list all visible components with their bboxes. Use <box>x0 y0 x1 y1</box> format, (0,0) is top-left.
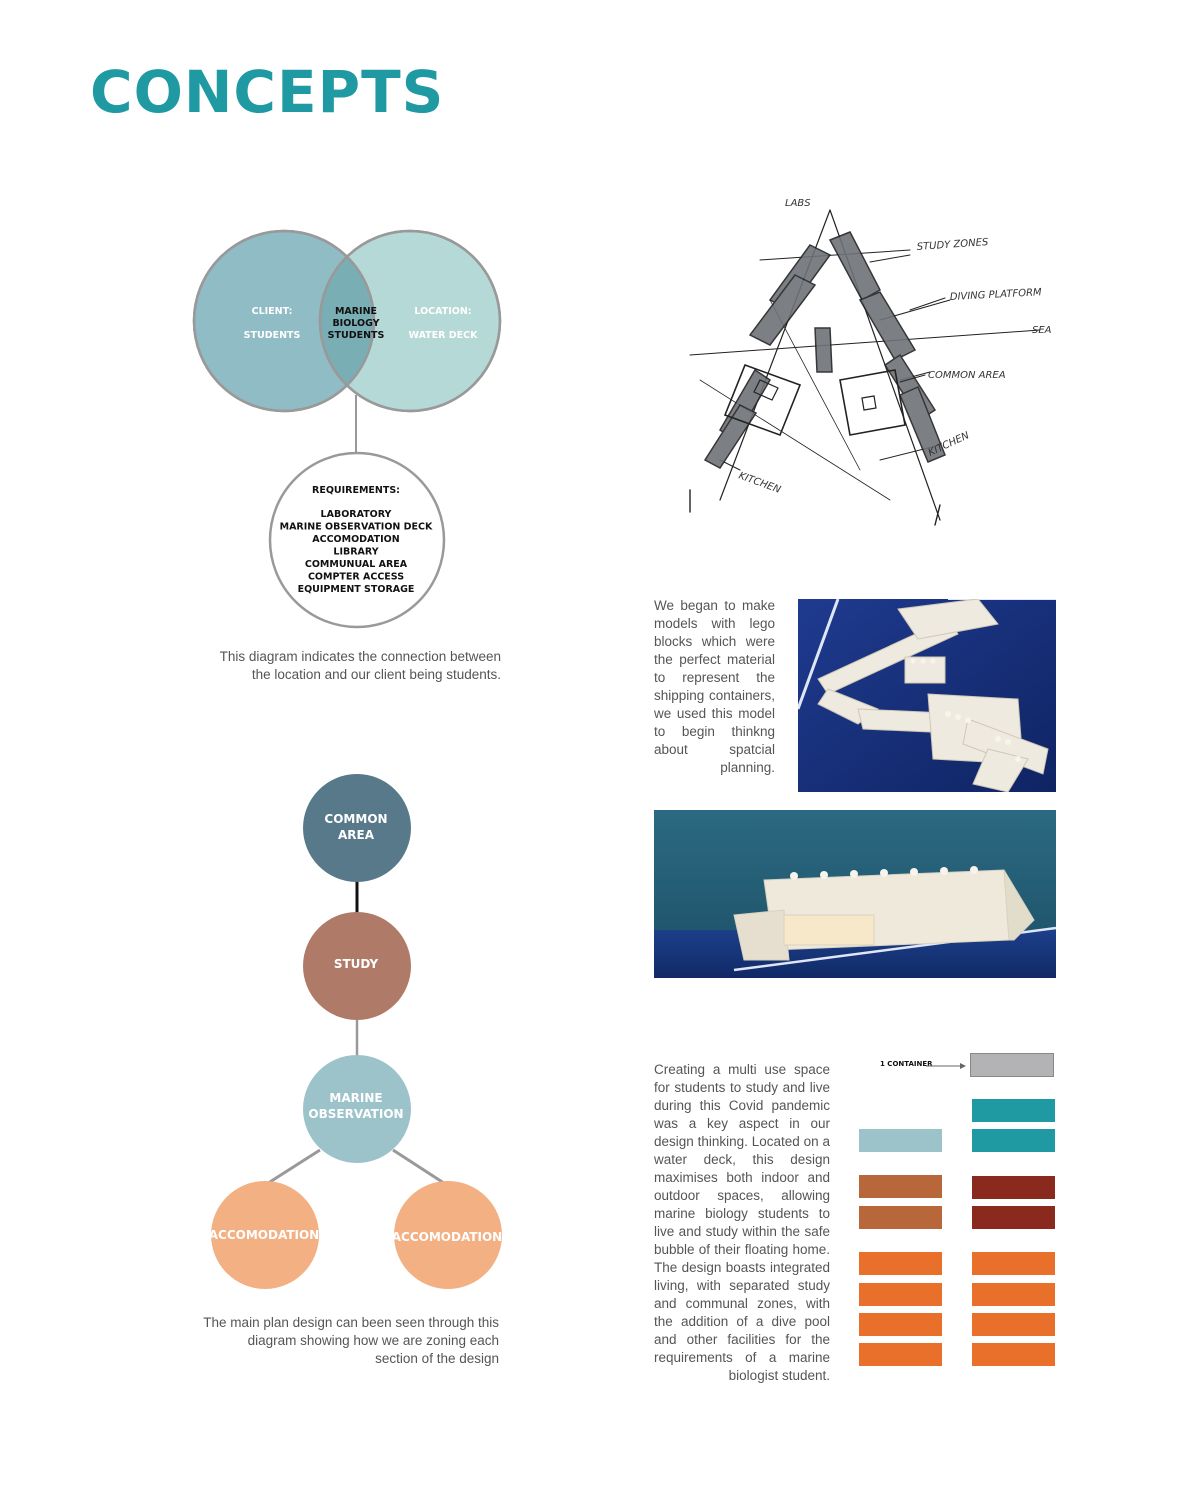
container-block-orange <box>972 1343 1055 1366</box>
zone-label: OBSERVATION <box>308 1107 404 1121</box>
container-block-brown <box>859 1175 942 1198</box>
container-key-block <box>970 1053 1054 1077</box>
sketch-label-sea: SEA <box>1032 325 1052 336</box>
sketch-label-common-area: COMMON AREA <box>928 370 1006 381</box>
zone-label: ACCOMODATION <box>391 1230 503 1244</box>
client-value: STUDENTS <box>243 330 301 341</box>
venn-caption: This diagram indicates the connection between the location and our client being students. <box>219 649 501 682</box>
requirement-item: COMPTER ACCESS <box>307 571 405 583</box>
zone-label: COMMON <box>324 812 388 826</box>
requirement-item: LIBRARY <box>333 546 379 558</box>
container-block-orange <box>859 1283 942 1306</box>
overlap-line-2: BIOLOGY <box>332 318 380 329</box>
zone-label: STUDY <box>333 957 379 971</box>
sketch-label-kitchen-right: KITCHEN <box>926 430 972 459</box>
container-block-orange <box>859 1313 942 1336</box>
container-block-dark-red <box>972 1206 1055 1229</box>
requirement-item: MARINE OBSERVATION DECK <box>279 521 433 533</box>
container-block-orange <box>972 1283 1055 1306</box>
container-block-teal <box>972 1099 1055 1122</box>
location-title: LOCATION: <box>414 306 472 317</box>
client-title: CLIENT: <box>251 306 293 317</box>
container-block-brown <box>859 1206 942 1229</box>
zone-label: MARINE <box>329 1091 383 1105</box>
arrow-right-icon <box>926 1060 966 1072</box>
zone-label: ACCOMODATION <box>208 1228 320 1242</box>
location-value: WATER DECK <box>408 330 478 341</box>
container-key-label: 1 CONTAINER <box>880 1060 933 1068</box>
container-block-orange <box>859 1343 942 1366</box>
page-title: CONCEPTS <box>90 58 445 126</box>
requirement-item: COMMUNUAL AREA <box>304 559 408 570</box>
container-block-light-blue <box>859 1129 942 1152</box>
container-block-orange <box>972 1252 1055 1275</box>
requirement-item: EQUIPMENT STORAGE <box>297 584 415 595</box>
overlap-line-3: STUDENTS <box>327 330 385 341</box>
container-block-orange <box>859 1252 942 1275</box>
zoning-diagram <box>209 774 502 1289</box>
venn-diagram <box>194 231 500 455</box>
requirement-item: ACCOMODATION <box>312 534 400 545</box>
requirement-item: LABORATORY <box>320 509 392 520</box>
sketch-label-diving-platform: DIVING PLATFORM <box>949 287 1042 303</box>
lego-model-photo-top <box>798 599 1056 792</box>
sketch-label-kitchen-left: KITCHEN <box>736 470 783 496</box>
containers-caption: Creating a multi use space for students to study and live during this Covid pandemic was a key aspect in our design thinking. Located on a water deck, this design maximises both indoor and outdoor spaces, allowing marine biology students to live and study within the safe bubble of their floating home. The design boasts integrated living, with separated study and communal zones, with the addition of a dive pool and other facilities for the requirements of a marine biologist student. <box>654 1062 830 1383</box>
zone-label: AREA <box>337 828 375 842</box>
sketch-label-study-zones: STUDY ZONES <box>916 237 989 253</box>
container-block-dark-red <box>972 1176 1055 1199</box>
requirements-circle-group <box>270 453 444 627</box>
lego-model-photo-bottom <box>654 810 1056 978</box>
container-block-teal <box>972 1129 1055 1152</box>
sketch-label-labs: LABS <box>785 198 811 209</box>
container-block-orange <box>972 1313 1055 1336</box>
lego-caption: We began to make models with lego blocks which were the perfect material to represent the shipping containers, we used this model to begin thinkng about spatcial planning. <box>654 598 775 775</box>
overlap-line-1: MARINE <box>334 306 378 317</box>
zoning-caption: The main plan design can been seen through this diagram showing how we are zoning each section of the design <box>203 1315 499 1366</box>
requirements-title: REQUIREMENTS: <box>312 485 400 496</box>
